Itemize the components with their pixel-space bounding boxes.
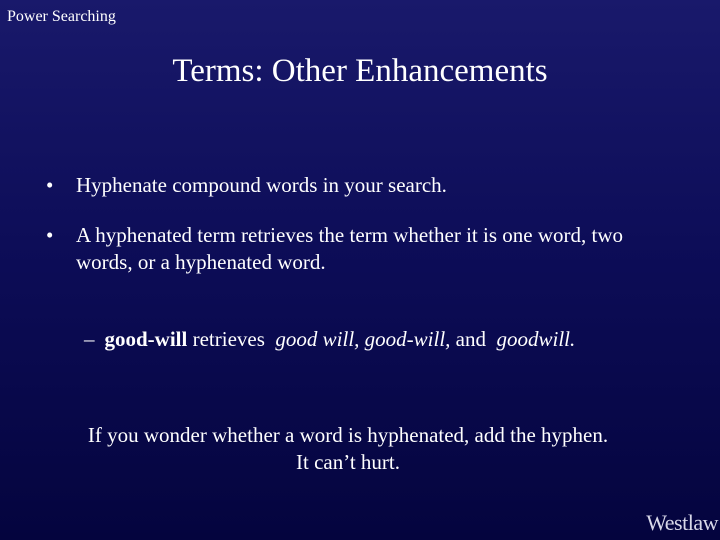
sub-bullet-example-3: goodwill. (496, 327, 576, 351)
header-label: Power Searching (7, 8, 116, 25)
tip-line-2: It can’t hurt. (296, 450, 400, 474)
bullet-item (46, 222, 666, 276)
sub-bullet-term: good-will (104, 327, 188, 351)
westlaw-logo: Westlaw (646, 510, 718, 535)
bullet-text: Hyphenate compound words in your search. (76, 173, 447, 197)
slide-title: Terms: Other Enhancements (172, 53, 548, 89)
sub-bullet-marker: – (84, 327, 95, 351)
sub-bullet-conjunction: and (455, 327, 486, 351)
bullet-item (46, 172, 666, 199)
tip-line-1: If you wonder whether a word is hyphenated, add the hyphen. (87, 423, 609, 447)
bullet-list (46, 172, 666, 276)
tip-text (0, 422, 696, 476)
sub-bullet-example-1: good will, (275, 327, 360, 351)
bullet-text: A hyphenated term retrieves the term whether it is one word, two words, or a hyphenated word. (76, 223, 624, 274)
bullet-marker: • (46, 223, 54, 247)
sub-bullet-item (84, 326, 704, 353)
sub-bullet-example-2: good-will, (364, 327, 451, 351)
sub-bullet-verb: retrieves (192, 327, 265, 351)
bullet-marker: • (46, 173, 54, 197)
